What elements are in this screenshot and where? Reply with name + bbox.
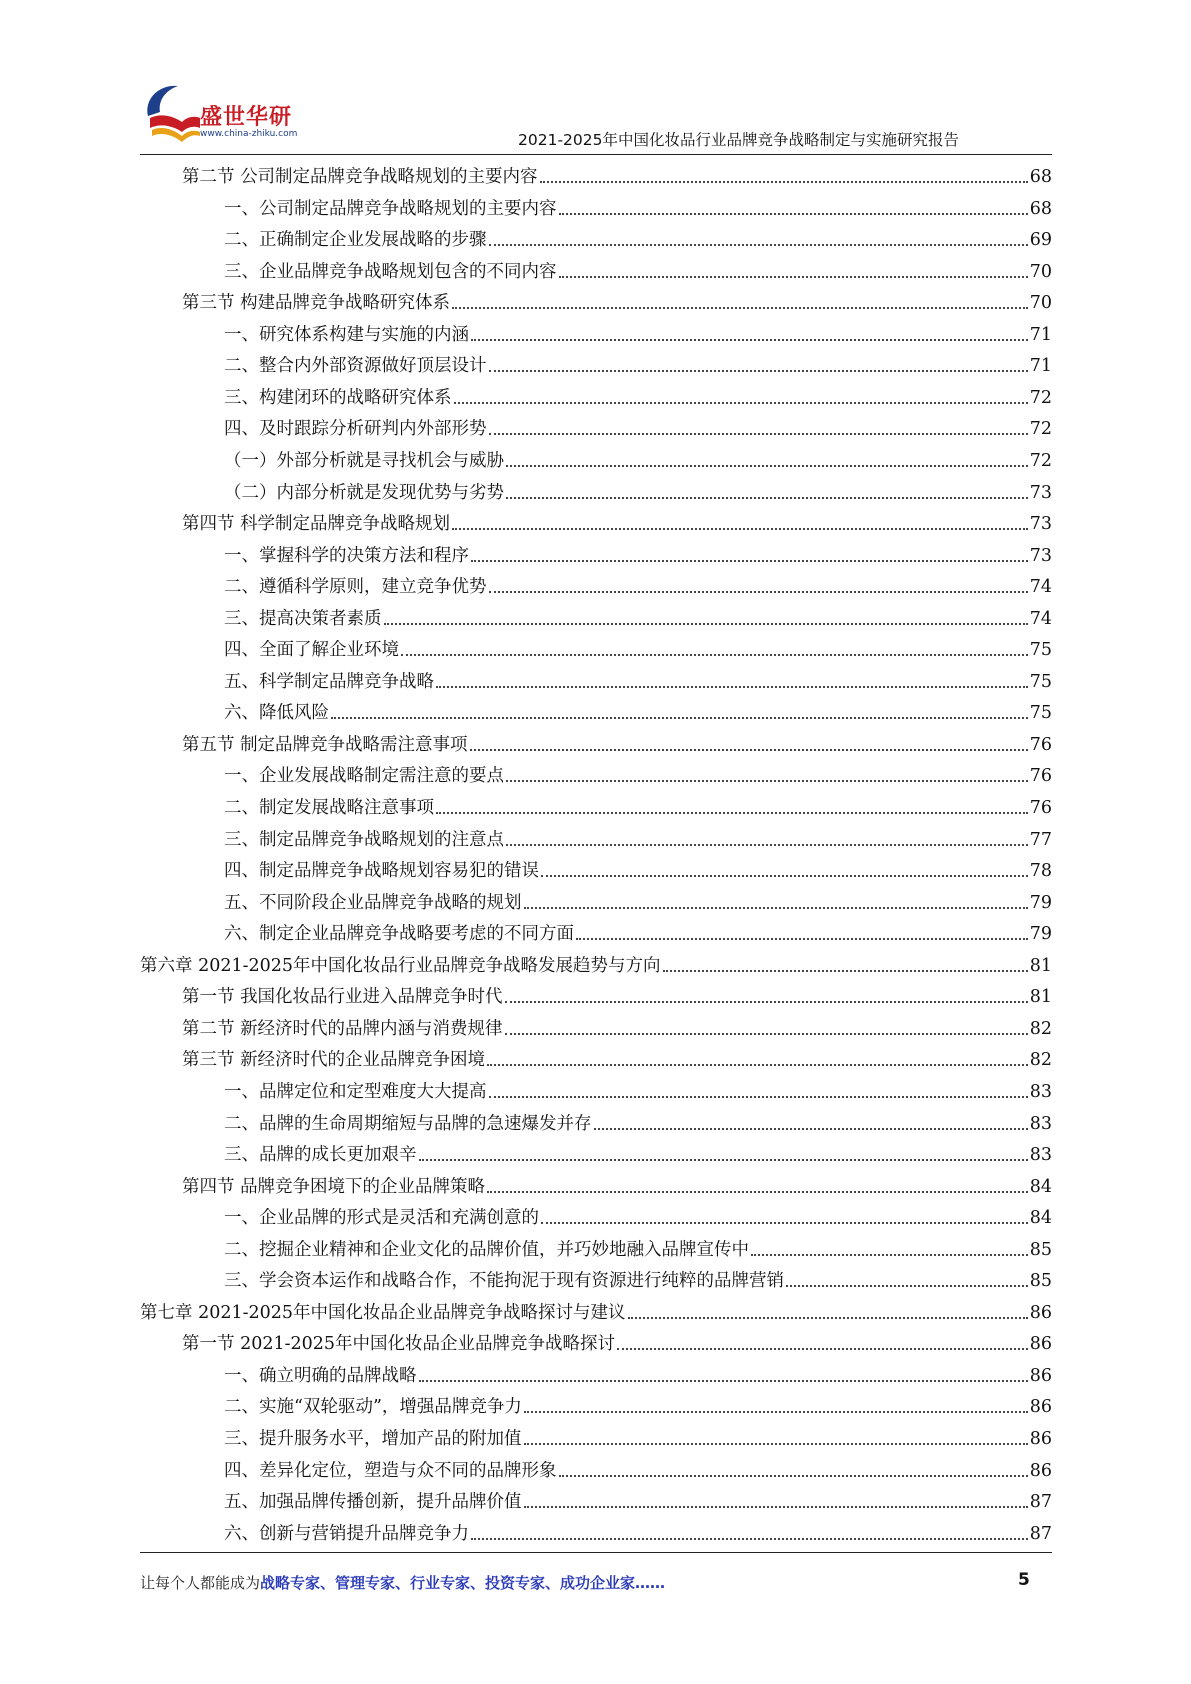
toc-entry-title: 第七章 2021-2025年中国化妆品企业品牌竞争战略探讨与建议 [140,1302,626,1323]
toc-entry-title: 第三节 构建品牌竞争战略研究体系 [182,293,451,314]
toc-entry-title: 六、制定企业品牌竞争战略要考虑的不同方面 [224,924,574,945]
toc-entry[interactable] [182,728,1052,756]
toc-entry[interactable] [224,570,1052,598]
toc-entry-page: 75 [1029,703,1052,724]
toc-entry-title: 一、研究体系构建与实施的内涵 [224,324,469,345]
toc-entry-title: （一）外部分析就是寻找机会与威胁 [224,450,504,471]
toc-entry-page: 71 [1029,356,1052,377]
toc-entry-title: 三、企业品牌竞争战略规划包含的不同内容 [224,261,557,282]
toc-entry[interactable] [182,980,1052,1008]
toc-entry-page: 84 [1029,1208,1052,1229]
footer-slogan-emphasis: 战略专家、管理专家、行业专家、投资专家、成功企业家…… [260,1574,666,1592]
toc-dot-leader [524,1504,1028,1508]
toc-dot-leader [505,1031,1028,1035]
toc-entry[interactable] [140,1296,1052,1324]
toc-entry-page: 83 [1029,1113,1052,1134]
toc-entry-page: 86 [1029,1302,1052,1323]
toc-entry[interactable] [224,1201,1052,1229]
footer-slogan-prefix: 让每个人都能成为 [140,1574,261,1592]
toc-entry-title: 三、提高决策者素质 [224,608,382,629]
toc-entry[interactable] [224,665,1052,693]
toc-entry-page: 86 [1029,1397,1052,1418]
toc-entry-page: 83 [1029,1145,1052,1166]
toc-entry-title: 第五节 制定品牌竞争战略需注意事项 [182,734,468,755]
toc-dot-leader [471,558,1028,562]
toc-dot-leader [436,810,1028,814]
toc-entry[interactable] [224,696,1052,724]
footer-slogan [140,1572,665,1593]
toc-entry-page: 79 [1029,892,1052,913]
toc-dot-leader [454,400,1028,404]
toc-dot-leader [436,684,1028,688]
toc-entry-page: 86 [1029,1460,1052,1481]
toc-entry-page: 75 [1029,671,1052,692]
toc-entry-page: 78 [1029,861,1052,882]
toc-entry-page: 69 [1029,230,1052,251]
toc-entry-page: 75 [1029,640,1052,661]
toc-dot-leader [489,1094,1028,1098]
toc-entry[interactable] [224,349,1052,377]
toc-dot-leader [559,274,1028,278]
toc-entry-title: 二、正确制定企业发展战略的步骤 [224,230,487,251]
toc-entry-page: 85 [1029,1239,1052,1260]
toc-entry-title: 第六章 2021-2025年中国化妆品行业品牌竞争战略发展趋势与方向 [140,955,661,976]
toc-entry-title: 一、企业发展战略制定需注意的要点 [224,766,504,787]
toc-entry[interactable] [224,318,1052,346]
company-logo [140,78,310,148]
toc-entry[interactable] [224,1359,1052,1387]
toc-entry[interactable] [224,192,1052,220]
toc-dot-leader [559,1473,1028,1477]
toc-entry[interactable] [224,476,1052,504]
toc-dot-leader [540,179,1028,183]
toc-entry[interactable] [224,759,1052,787]
toc-entry[interactable] [224,854,1052,882]
toc-entry-title: 三、品牌的成长更加艰辛 [224,1145,417,1166]
toc-entry-title: 第三节 新经济时代的企业品牌竞争困境 [182,1050,486,1071]
toc-entry-title: 三、制定品牌竞争战略规划的注意点 [224,829,504,850]
toc-entry-title: 二、整合内外部资源做好顶层设计 [224,356,487,377]
report-title: 2021-2025年中国化妆品行业品牌竞争战略制定与实施研究报告 [518,131,959,149]
toc-entry-title: 一、企业品牌的形式是灵活和充满创意的 [224,1208,539,1229]
toc-entry-title: 三、学会资本运作和战略合作，不能拘泥于现有资源进行纯粹的品牌营销 [224,1271,784,1292]
toc-entry-page: 76 [1029,798,1052,818]
toc-entry[interactable] [224,1517,1052,1545]
page-header [0,0,1191,150]
toc-entry-title: 第二节 公司制定品牌竞争战略规划的主要内容 [182,167,538,187]
toc-entry-title: 五、不同阶段企业品牌竞争战略的规划 [224,892,522,913]
toc-entry-page: 81 [1029,955,1052,976]
toc-entry-title: 第四节 科学制定品牌竞争战略规划 [182,514,451,535]
toc-dot-leader [471,337,1028,341]
toc-entry-page: 85 [1029,1271,1052,1292]
toc-entry[interactable] [224,917,1052,945]
toc-entry[interactable] [224,444,1052,472]
toc-dot-leader [524,1441,1028,1445]
toc-dot-leader [751,1252,1028,1256]
toc-entry-page: 83 [1029,1081,1052,1102]
toc-entry-page: 79 [1029,924,1052,945]
toc-entry-title: 一、确立明确的品牌战略 [224,1365,417,1386]
toc-entry-page: 87 [1029,1492,1052,1513]
toc-entry-title: 三、提升服务水平，增加产品的附加值 [224,1429,522,1449]
toc-entry-page: 86 [1029,1429,1052,1449]
toc-entry-page: 72 [1029,450,1052,471]
toc-dot-leader [576,936,1028,940]
toc-entry-title: 四、全面了解企业环境 [224,640,399,661]
toc-entry-title: 第二节 新经济时代的品牌内涵与消费规律 [182,1018,503,1039]
toc-dot-leader [487,1062,1028,1066]
toc-entry-page: 72 [1029,419,1052,440]
toc-entry-page: 76 [1029,766,1052,787]
toc-dot-leader [506,778,1028,782]
toc-entry-title: 四、差异化定位，塑造与众不同的品牌形象 [224,1460,557,1481]
toc-entry-title: 二、挖掘企业精神和企业文化的品牌价值，并巧妙地融入品牌宣传中 [224,1239,749,1260]
toc-entry-title: 一、公司制定品牌竞争战略规划的主要内容 [224,198,557,219]
toc-dot-leader [489,431,1028,435]
toc-entry-title: 一、掌握科学的决策方法和程序 [224,545,469,566]
toc-dot-leader [663,968,1028,972]
toc-entry-title: 四、及时跟踪分析研判内外部形势 [224,419,487,440]
toc-dot-leader [524,1409,1028,1413]
toc-entry[interactable] [224,1485,1052,1513]
toc-entry[interactable] [224,223,1052,251]
toc-entry[interactable] [224,1390,1052,1418]
toc-entry-page: 71 [1029,324,1052,345]
toc-entry[interactable] [182,1012,1052,1040]
toc-dot-leader [524,905,1028,909]
toc-entry-page: 87 [1029,1523,1052,1544]
toc-entry[interactable] [182,160,1052,188]
toc-dot-leader [541,873,1028,877]
toc-entry[interactable] [224,255,1052,283]
toc-entry-page: 74 [1029,608,1052,629]
toc-entry[interactable] [182,1327,1052,1355]
toc-dot-leader [505,999,1028,1003]
toc-dot-leader [559,211,1028,215]
toc-entry[interactable] [182,1170,1052,1198]
toc-dot-leader [471,1536,1028,1540]
toc-dot-leader [487,1189,1028,1193]
toc-dot-leader [506,495,1028,499]
toc-entry[interactable] [224,1233,1052,1261]
toc-entry-title: 一、品牌定位和定型难度大大提高 [224,1081,487,1102]
logo-name: 盛世华研 [200,105,293,130]
toc-entry-page: 74 [1029,577,1052,598]
toc-dot-leader [384,621,1028,625]
toc-entry-page: 70 [1029,261,1052,282]
toc-dot-leader [419,1157,1028,1161]
toc-entry[interactable] [140,949,1052,977]
toc-entry[interactable] [224,1454,1052,1482]
toc-entry[interactable] [224,633,1052,661]
toc-entry-page: 82 [1029,1018,1052,1039]
toc-dot-leader [628,1315,1028,1319]
toc-entry[interactable] [182,286,1052,314]
toc-entry-title: 第四节 品牌竞争困境下的企业品牌策略 [182,1176,486,1197]
toc-entry[interactable] [224,1422,1052,1450]
toc-entry-page: 76 [1029,734,1052,755]
header-divider [140,154,1052,155]
toc-entry-title: 二、实施“双轮驱动”，增强品牌竞争力 [224,1397,522,1418]
logo-emblem-icon [140,78,202,148]
toc-entry[interactable] [224,791,1052,819]
toc-entry-title: 第一节 我国化妆品行业进入品牌竞争时代 [182,987,503,1008]
toc-entry-page: 82 [1029,1050,1052,1071]
toc-entry-page: 86 [1029,1334,1052,1355]
toc-entry-title: 二、制定发展战略注意事项 [224,798,434,818]
toc-entry[interactable] [224,1138,1052,1166]
toc-entry-page: 86 [1029,1365,1052,1386]
toc-entry-page: 73 [1029,482,1052,503]
toc-dot-leader [470,747,1028,751]
toc-entry[interactable] [224,1107,1052,1135]
toc-entry[interactable] [224,412,1052,440]
toc-entry-title: 五、加强品牌传播创新，提升品牌价值 [224,1492,522,1513]
logo-url: www.china-zhiku.com [200,129,298,139]
toc-entry-page: 72 [1029,387,1052,408]
toc-entry-title: 五、科学制定品牌竞争战略 [224,671,434,692]
toc-entry[interactable] [224,1075,1052,1103]
toc-entry[interactable] [224,539,1052,567]
toc-entry[interactable] [182,507,1052,535]
toc-dot-leader [489,368,1028,372]
toc-entry-page: 73 [1029,545,1052,566]
toc-entry-page: 77 [1029,829,1052,850]
toc-dot-leader [452,526,1028,530]
toc-entry-title: 六、降低风险 [224,703,329,724]
toc-dot-leader [506,463,1028,467]
toc-dot-leader [489,242,1028,246]
toc-dot-leader [452,305,1028,309]
toc-entry-title: 第一节 2021-2025年中国化妆品企业品牌竞争战略探讨 [182,1334,616,1355]
toc-entry[interactable] [224,823,1052,851]
toc-dot-leader [786,1283,1028,1287]
toc-entry-page: 68 [1029,167,1052,187]
toc-dot-leader [419,1378,1028,1382]
toc-entry[interactable] [224,1264,1052,1292]
toc-entry[interactable] [224,602,1052,630]
toc-dot-leader [617,1346,1028,1350]
toc-entry-page: 68 [1029,198,1052,219]
toc-dot-leader [541,1220,1028,1224]
toc-entry-title: 四、制定品牌竞争战略规划容易犯的错误 [224,861,539,882]
toc-dot-leader [331,715,1028,719]
toc-entry-title: 三、构建闭环的战略研究体系 [224,387,452,408]
footer-divider [140,1552,1052,1553]
toc-entry-title: 六、创新与营销提升品牌竞争力 [224,1523,469,1544]
toc-entry[interactable] [182,1043,1052,1071]
toc-entry-page: 70 [1029,293,1052,314]
toc-entry-page: 81 [1029,987,1052,1008]
toc-entry-title: 二、品牌的生命周期缩短与品牌的急速爆发并存 [224,1113,592,1134]
toc-entry-title: （二）内部分析就是发现优势与劣势 [224,482,504,503]
toc-dot-leader [489,589,1028,593]
toc-dot-leader [594,1126,1028,1130]
toc-entry-page: 73 [1029,514,1052,535]
toc-entry[interactable] [224,381,1052,409]
toc-entry-page: 84 [1029,1176,1052,1197]
toc-entry-title: 二、遵循科学原则，建立竞争优势 [224,577,487,598]
page-number: 5 [1018,1570,1030,1590]
toc-entry[interactable] [224,886,1052,914]
toc-dot-leader [506,842,1028,846]
toc-dot-leader [401,652,1028,656]
